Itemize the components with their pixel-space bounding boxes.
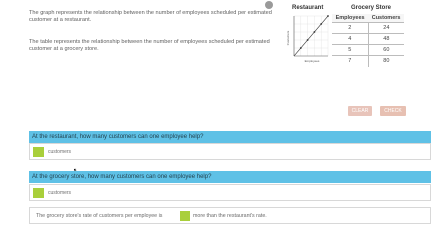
x-axis-label: Employees	[304, 59, 320, 63]
data-point	[327, 15, 329, 17]
restaurant-series-line	[294, 16, 328, 56]
customers-cell: 24	[368, 23, 404, 34]
sentence-start: The grocery store's rate of customers per employee is	[36, 213, 163, 219]
restaurant-graph-title: Restaurant	[292, 5, 324, 11]
table-row	[332, 23, 404, 34]
column-header-employees: Employees	[332, 14, 368, 23]
unit-label: customers	[48, 149, 72, 155]
audio-marker-icon[interactable]	[265, 1, 273, 9]
answer-drop-slot[interactable]	[33, 147, 44, 157]
customers-cell: 60	[368, 45, 404, 56]
question-grocery: At the grocery store, how many customers can one employee help?	[29, 171, 431, 183]
customers-cell: 48	[368, 34, 404, 45]
restaurant-graph	[286, 12, 332, 64]
comparison-drop-slot[interactable]	[180, 211, 190, 221]
table-row	[332, 34, 404, 45]
grocery-table	[332, 14, 404, 67]
answer-box-grocery	[29, 184, 431, 201]
data-point	[300, 47, 302, 49]
y-axis-label: Customers	[286, 30, 290, 46]
column-header-customers: Customers	[368, 14, 404, 23]
employees-cell: 5	[332, 45, 368, 56]
employees-cell: 2	[332, 23, 368, 34]
check-button[interactable]: CHECK	[380, 106, 406, 116]
clear-button[interactable]: CLEAR	[348, 106, 372, 116]
comparison-sentence	[29, 207, 431, 224]
employees-cell: 7	[332, 56, 368, 67]
question-restaurant: At the restaurant, how many customers can one employee help?	[29, 131, 431, 143]
table-row	[332, 56, 404, 67]
customers-cell: 80	[368, 56, 404, 67]
answer-box-restaurant	[29, 143, 431, 160]
data-point	[320, 23, 322, 25]
employees-cell: 4	[332, 34, 368, 45]
answer-drop-slot[interactable]	[33, 188, 44, 198]
graph-description: The graph represents the relationship between the number of employees scheduled per estimated customer at a restaurant.	[29, 10, 272, 23]
unit-label: customers	[48, 190, 72, 196]
data-point	[314, 31, 316, 33]
table-description: The table represents the relationship between the number of employees scheduled per estimated customer at a grocery store.	[29, 39, 270, 52]
table-row	[332, 45, 404, 56]
sentence-end: more than the restaurant's rate.	[193, 213, 267, 219]
grocery-table-title: Grocery Store	[350, 5, 392, 11]
data-point	[307, 39, 309, 41]
